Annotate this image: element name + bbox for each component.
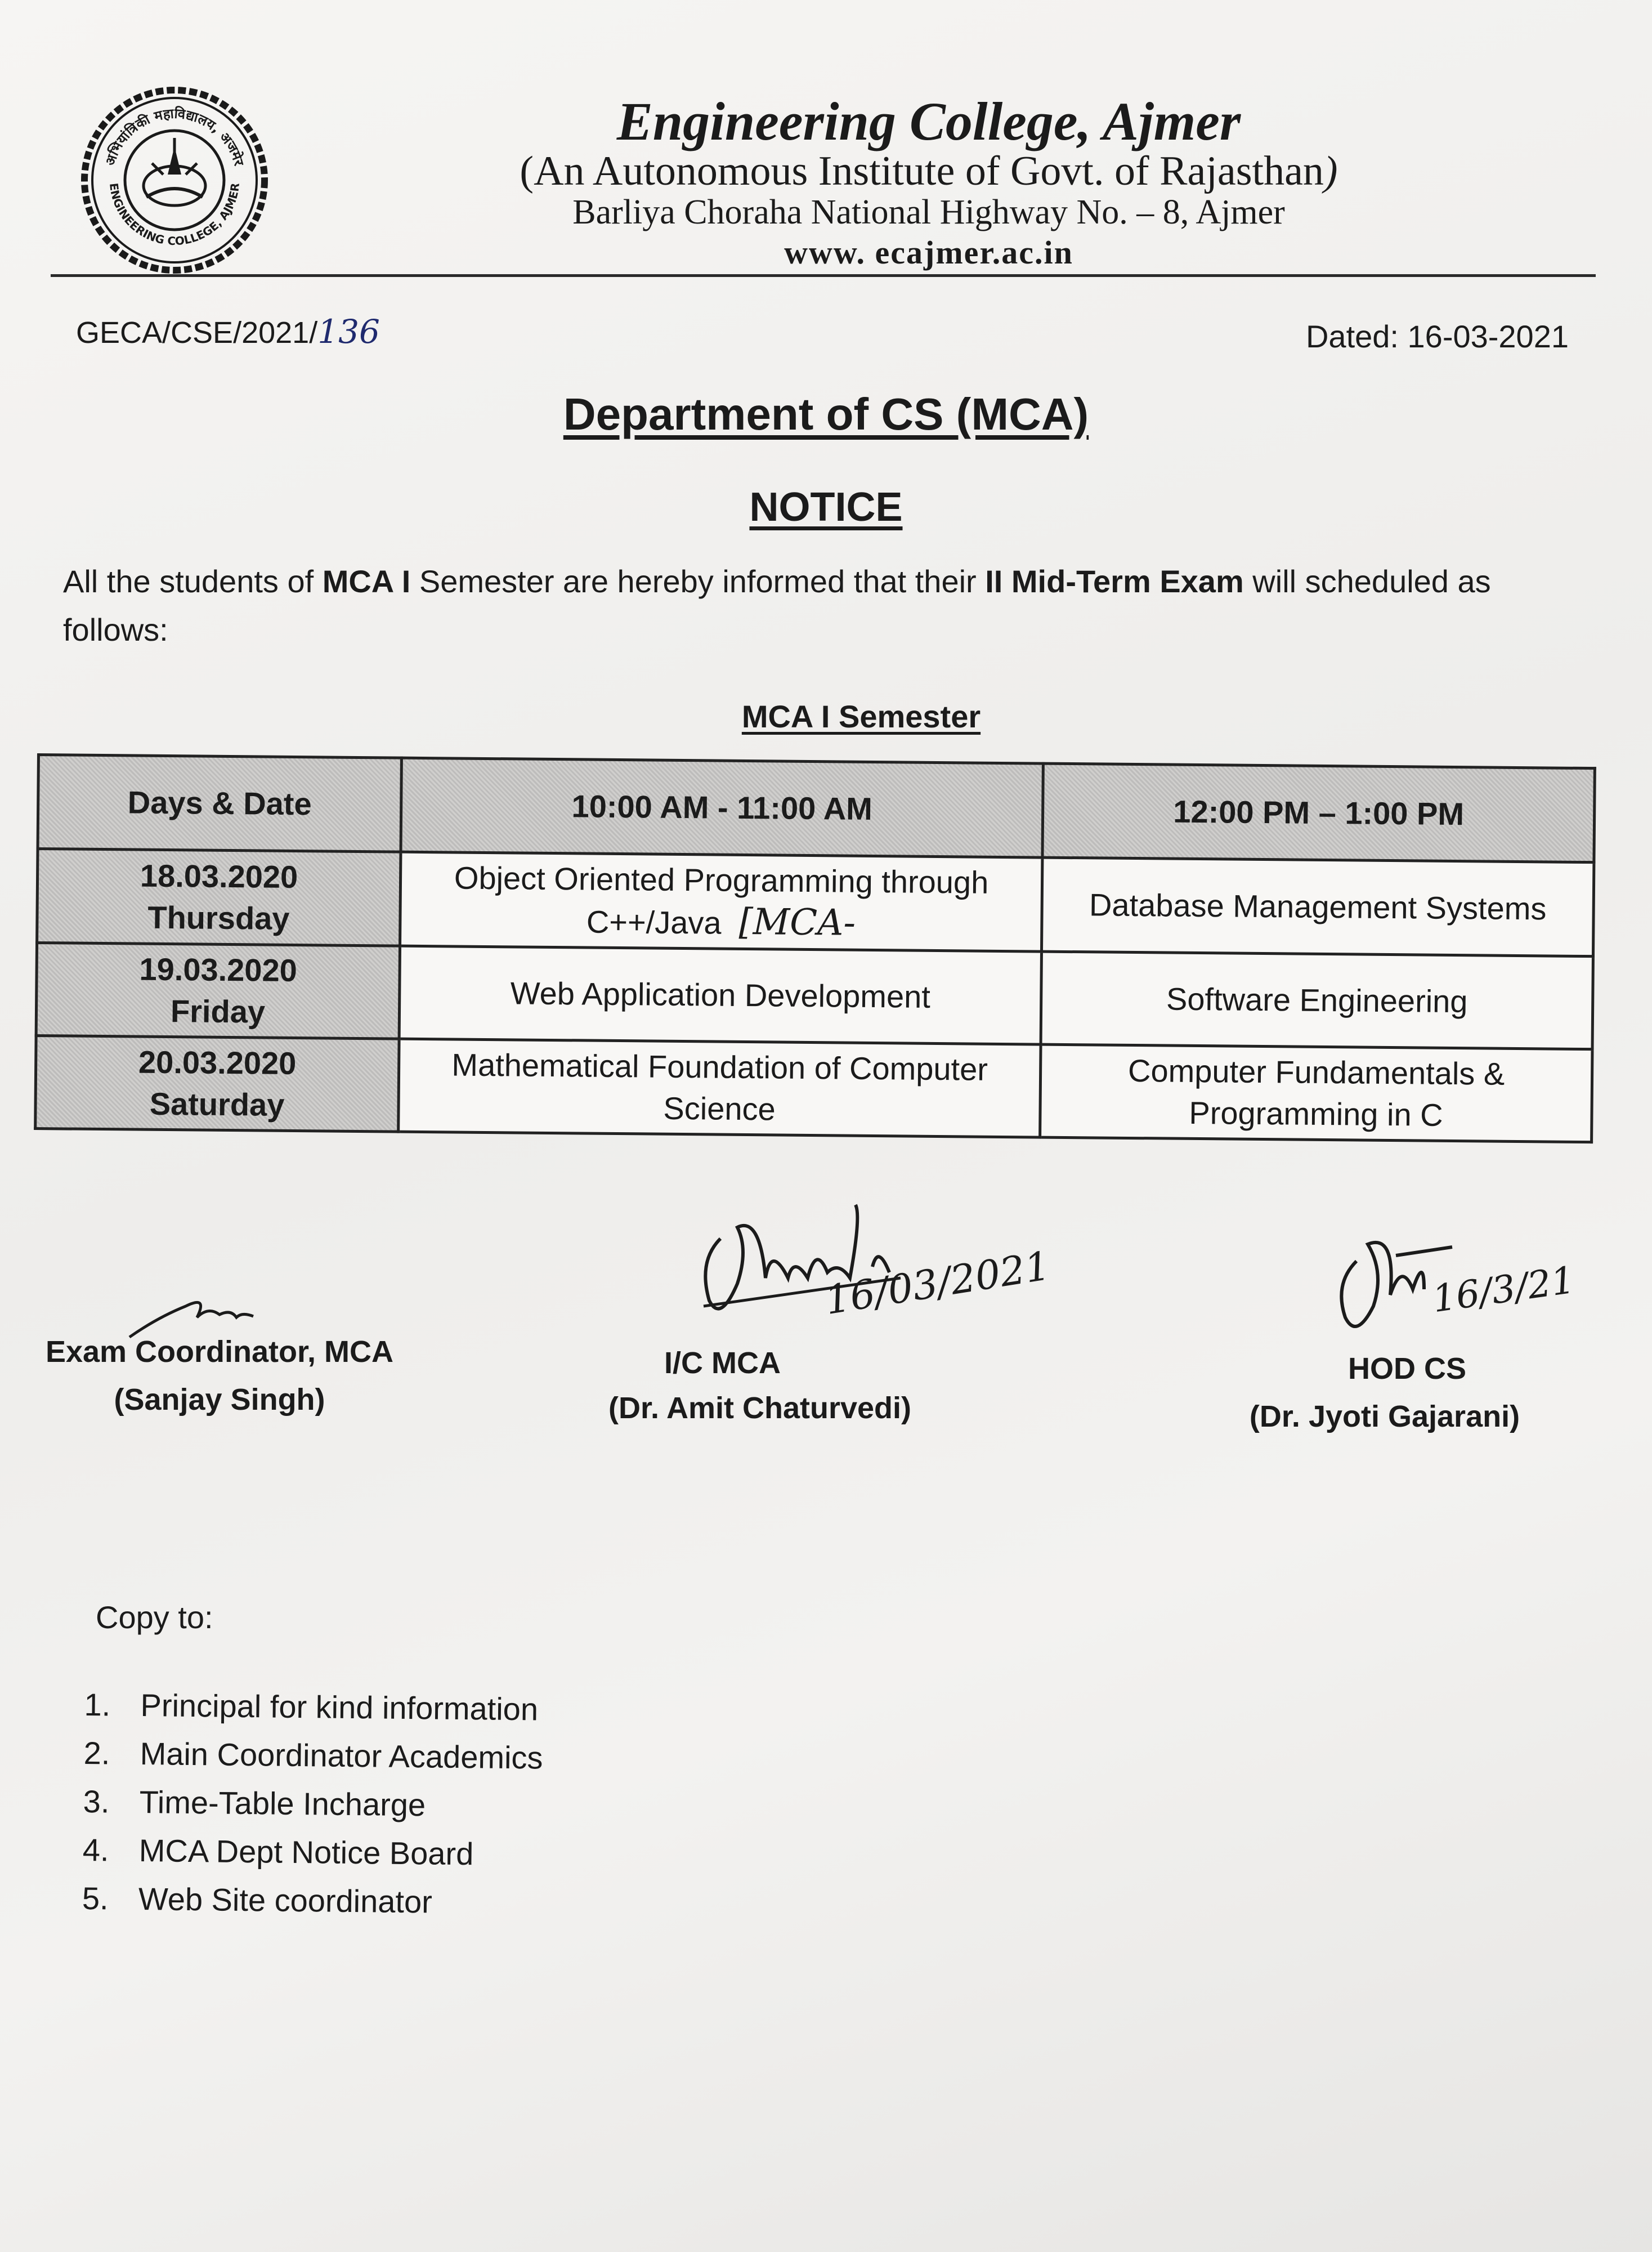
reference-number: GECA/CSE/2021/136 (76, 312, 380, 351)
row-date-cell: 18.03.2020 Thursday (37, 849, 401, 946)
handwritten-ref-number: 136 (317, 312, 380, 351)
header-slot-morning: 10:00 AM - 11:00 AM (401, 758, 1043, 857)
copy-to-label: Copy to: (96, 1599, 213, 1635)
institution-name: Engineering College, Ajmer (616, 91, 1241, 151)
list-item: 5. Web Site coordinator (82, 1880, 433, 1920)
table-row (37, 849, 1594, 957)
row-slot2-cell: Database Management Systems (1042, 857, 1594, 957)
department-title: Department of CS (MCA) (563, 389, 1089, 439)
college-seal-icon (79, 84, 270, 276)
exam-schedule-table (34, 753, 1596, 1143)
institution-website: www. ecajmer.ac.in (784, 234, 1073, 271)
signatory-role: I/C MCA (664, 1346, 781, 1380)
row-slot2-cell: Computer Fundamentals & Programming in C (1040, 1044, 1592, 1142)
signatory-name: (Sanjay Singh) (114, 1383, 325, 1417)
header-slot-afternoon: 12:00 PM – 1:00 PM (1042, 763, 1595, 863)
intro-paragraph: All the students of MCA I Semester are hereby informed that their II Mid-Term Exam will scheduled as follows: (63, 564, 1491, 647)
signature-date-ic-mca: 16/03/2021 (822, 1242, 1054, 1324)
row-slot1-cell: Object Oriented Programming through C++/Java [MCA- (400, 852, 1042, 951)
institution-subtitle: (An Autonomous Institute of Govt. of Rajasthan) (520, 148, 1338, 194)
notice-title: NOTICE (749, 485, 903, 530)
seal-text-bottom: ENGINEERING COLLEGE, AJMER (106, 182, 243, 248)
signature-ic-mca-icon (687, 1194, 923, 1340)
handwritten-annotation: [MCA- (738, 901, 856, 944)
row-date-cell: 19.03.2020 Friday (36, 943, 400, 1039)
institution-address: Barliya Choraha National Highway No. – 8, Ajmer (572, 193, 1285, 231)
signature-date-hod: 16/3/21 (1430, 1258, 1578, 1321)
seal-text-top: अभियांत्रिकी महाविद्यालय, अजमेर (102, 105, 247, 168)
row-date-cell: 20.03.2020 Saturday (35, 1036, 399, 1132)
copy-to-list (82, 1681, 543, 1928)
header-divider (51, 274, 1596, 277)
signatory-role: Exam Coordinator, MCA (45, 1335, 394, 1369)
signatory-name: (Dr. Amit Chaturvedi) (608, 1391, 912, 1425)
table-header-row (38, 755, 1595, 863)
row-slot1-cell: Mathematical Foundation of Computer Science (399, 1039, 1041, 1137)
header-days-date: Days & Date (38, 755, 401, 852)
notice-date: Dated: 16-03-2021 (1305, 319, 1569, 354)
table-caption: MCA I Semester (741, 699, 981, 734)
signatory-name: (Dr. Jyoti Gajarani) (1249, 1400, 1520, 1433)
list-item: 4. MCA Dept Notice Board (82, 1831, 474, 1872)
table-row (35, 1036, 1592, 1142)
table-row (36, 943, 1593, 1049)
list-item: 3. Time-Table Incharge (83, 1783, 426, 1823)
signatory-role: HOD CS (1347, 1352, 1466, 1386)
row-slot1-cell: Web Application Development (399, 946, 1041, 1044)
list-item: 2. Main Coordinator Academics (83, 1735, 543, 1776)
row-slot2-cell: Software Engineering (1041, 951, 1593, 1049)
list-item: 1. Principal for kind information (84, 1686, 539, 1727)
